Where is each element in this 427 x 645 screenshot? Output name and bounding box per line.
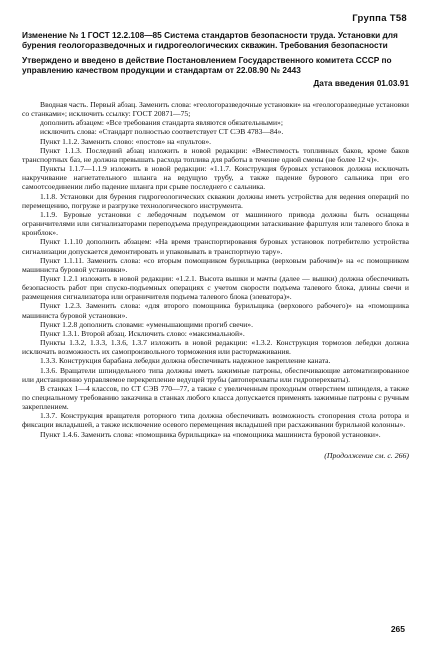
paragraph: Пункт 1.1.2. Заменить слово: «постов» на «пультов». <box>40 136 212 146</box>
effective-date: Дата введения 01.03.91 <box>313 78 409 88</box>
paragraph: исключить слова: «Стандарт полностью соответствует СТ СЭВ 4783—84». <box>40 127 284 137</box>
document-body <box>22 100 409 439</box>
paragraph: Пункт 1.2.3. Заменить слова: «для второго помощника бурильщика (верхового рабочего)» на «помощника машиниста буровой установки». <box>22 301 409 320</box>
approval-statement: Утверждено и введено в действие Постановлением Государственного комитета СССР по управлению качеством продукции и стандартам от 22.08.90 № 2443 <box>22 55 392 75</box>
paragraph: Пункт 1.2.1 изложить в новой редакции: «1.2.1. Высота вышки и мачты (далее — вышки) должна обеспечивать безопасность работ при спуско-подъемных операциях с учетом скорости подъема талевого блока, длины свечи и размещения сигнализатора или ограничителя подъема талевого блока (элеватора)». <box>22 273 409 302</box>
paragraph: 1.3.7. Конструкция вращателя роторного типа должна обеспечивать возможность стопорения стола ротора и фиксации вкладышей, а также исключение осевого перемещения вкладышей при расхаживании бурильной колонны». <box>22 411 409 430</box>
paragraph: 1.1.8. Установки для бурения гидрогеологических скважин должны иметь устройства для ведения операций по перемещению, погрузке и разгрузке технологического инструмента. <box>22 191 409 210</box>
paragraph: 1.3.6. Вращатели шпиндельного типа должны иметь зажимные патроны, обеспечивающие автоматизированное или дистанционно управляемое перекрепление ведущей трубы (автоперехваты или гидроперехваты). <box>22 365 409 384</box>
paragraph: дополнить абзацем: «Все требования стандарта являются обязательными»; <box>40 118 283 128</box>
paragraph: 1.3.3. Конструкция барабана лебедки должна обеспечивать надежное закрепление каната. <box>40 356 331 366</box>
page-number: 265 <box>390 624 405 634</box>
paragraph: В станках 1—4 классов, по СТ СЭВ 770—77, а также с увеличенным проходным отверстием шпинделя, а также по специальному требованию заказчика в станках любого класса допускается применять зажимные патроны с ручным закреплением. <box>22 383 409 412</box>
paragraph: Пункты 1.3.2, 1.3.3, 1.3.6, 1.3.7 изложить в новой редакции: «1.3.2. Конструкция тормозов лебедки должна исключать возможность их самопроизвольного торможения или растормаживания. <box>22 338 409 357</box>
paragraph: 1.1.9. Буровые установки с лебедочным подъемом от машинного привода должны быть оснащены ограничителями или сигнализаторами переподъема предупреждающими затаскивание фарштуля или талевого блока в кронблок». <box>22 209 409 238</box>
paragraph: Пункт 1.1.3. Последний абзац изложить в новой редакции: «Вместимость топливных баков, кроме баков транспортных баз, не должна превышать расхода топлива для работы в течение одной смены (не более 12 ч)». <box>22 145 409 164</box>
paragraph: Пункт 1.2.8 дополнить словами: «уменьшающими прогиб свечи». <box>40 319 253 329</box>
paragraph: Пункты 1.1.7—1.1.9 изложить в новой редакции: «1.1.7. Конструкция буровых установок должна исключать накручивание нагнетательного шланга на ведущую трубу, а также падение бурового сальника при его самоотсоединении либо падение шланга при срыве последнего с сальника. <box>22 164 409 192</box>
continuation-note: (Продолжение см. с. 266) <box>324 450 409 460</box>
amendment-title: Изменение № 1 ГОСТ 12.2.108—85 Система стандартов безопасности труда. Установки для бурения геологоразведочных и гидрогеологических скважин. Требования безопасности <box>22 30 398 50</box>
paragraph: Пункт 1.4.6. Заменить слова: «помощника бурильщика» на «помощника машиниста буровой установки». <box>40 429 381 439</box>
paragraph: Пункт 1.3.1. Второй абзац. Исключить слово: «максимальной». <box>40 328 245 338</box>
paragraph: Вводная часть. Первый абзац. Заменить слова: «геологоразведочные установки» на «геологоразведные установки со станками»; исключить ссылку: ГОСТ 20871—75; <box>22 100 409 119</box>
paragraph: Пункт 1.1.10 дополнить абзацем: «На время транспортирования буровых установок потребителю устройства сигнализации допускается демонтировать и упаковывать в транспортную тару». <box>22 237 409 256</box>
group-label: Группа Т58 <box>352 13 407 24</box>
paragraph: Пункт 1.1.11. Заменить слова: «со вторым помощником бурильщика (верховым рабочим)» на «с помощником машиниста буровой установки». <box>22 255 409 274</box>
